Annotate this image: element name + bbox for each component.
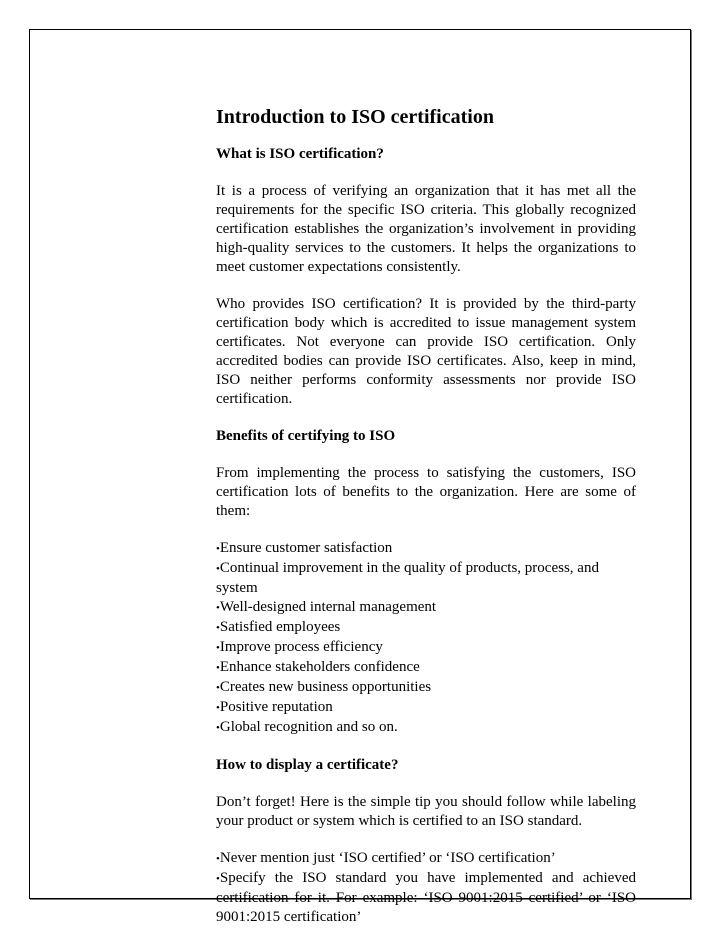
- list-item: [216, 539, 636, 559]
- document-body: [216, 104, 636, 945]
- list-item: [216, 849, 636, 869]
- list-item: [216, 638, 636, 658]
- bullet-icon: •: [216, 722, 220, 734]
- bullet-icon: •: [216, 662, 220, 674]
- list-item-text: Positive reputation: [219, 699, 333, 715]
- list-item-text: Improve process efficiency: [219, 639, 383, 655]
- list-item-text: Enhance stakeholders confidence: [219, 659, 420, 675]
- bullet-icon: •: [216, 622, 220, 634]
- list-item-text: Satisfied employees: [219, 619, 341, 635]
- list-item: [216, 658, 636, 678]
- list-item: [216, 598, 636, 618]
- list-item: [216, 718, 636, 738]
- bullet-icon: •: [216, 682, 220, 694]
- bullet-icon: •: [216, 642, 220, 654]
- list-item: [216, 678, 636, 698]
- display-list: [216, 849, 636, 927]
- bullet-icon: •: [216, 702, 220, 714]
- bullet-icon: •: [216, 853, 220, 865]
- document-title: Introduction to ISO certification: [216, 106, 494, 128]
- list-item-text: Continual improvement in the quality of products, process, and system: [216, 560, 599, 596]
- list-item-text: Creates new business opportunities: [219, 679, 432, 695]
- list-item-text: Global recognition and so on.: [219, 719, 398, 735]
- list-item-text: Ensure customer satisfaction: [219, 540, 393, 556]
- list-item: [216, 869, 636, 927]
- section-heading-what: What is ISO certification?: [216, 146, 384, 162]
- bullet-icon: •: [216, 873, 220, 885]
- list-item-text: Specify the ISO standard you have implemented and achieved certification for it. For example: ‘ISO 9001:2015 certified’ or ‘ISO 9001:2015 certification’: [216, 870, 636, 925]
- list-item: [216, 698, 636, 718]
- section-heading-benefits: Benefits of certifying to ISO: [216, 428, 396, 444]
- paragraph-benefits-intro: From implementing the process to satisfying the customers, ISO certification lots of benefits to the organization. Here are some of them:: [216, 465, 636, 519]
- bullet-icon: •: [216, 602, 220, 614]
- section-heading-display: How to display a certificate?: [216, 757, 399, 773]
- paragraph-display-intro: Don’t forget! Here is the simple tip you should follow while labeling your product or system which is certified to an ISO standard.: [216, 794, 636, 829]
- paragraph-what-2: Who provides ISO certification? It is provided by the third-party certification body which is accredited to issue management system certificates. Not everyone can provide ISO certification. Only accredited bodies can provide ISO certificates. Also, keep in mind, ISO neither performs conformity assessments nor provide ISO certification.: [216, 296, 636, 407]
- list-item-text: Never mention just ‘ISO certified’ or ‘ISO certification’: [219, 850, 556, 866]
- list-item: [216, 559, 636, 598]
- list-item-text: Well-designed internal management: [219, 599, 437, 615]
- paragraph-what-1: It is a process of verifying an organization that it has met all the requirements for the specific ISO criteria. This globally recognized certification establishes the organization’s involvement in providing high-quality services to the customers. It helps the organizations to meet customer expectations consistently.: [216, 183, 636, 275]
- benefits-list: [216, 539, 636, 738]
- list-item: [216, 618, 636, 638]
- bullet-icon: •: [216, 543, 220, 555]
- bullet-icon: •: [216, 563, 220, 575]
